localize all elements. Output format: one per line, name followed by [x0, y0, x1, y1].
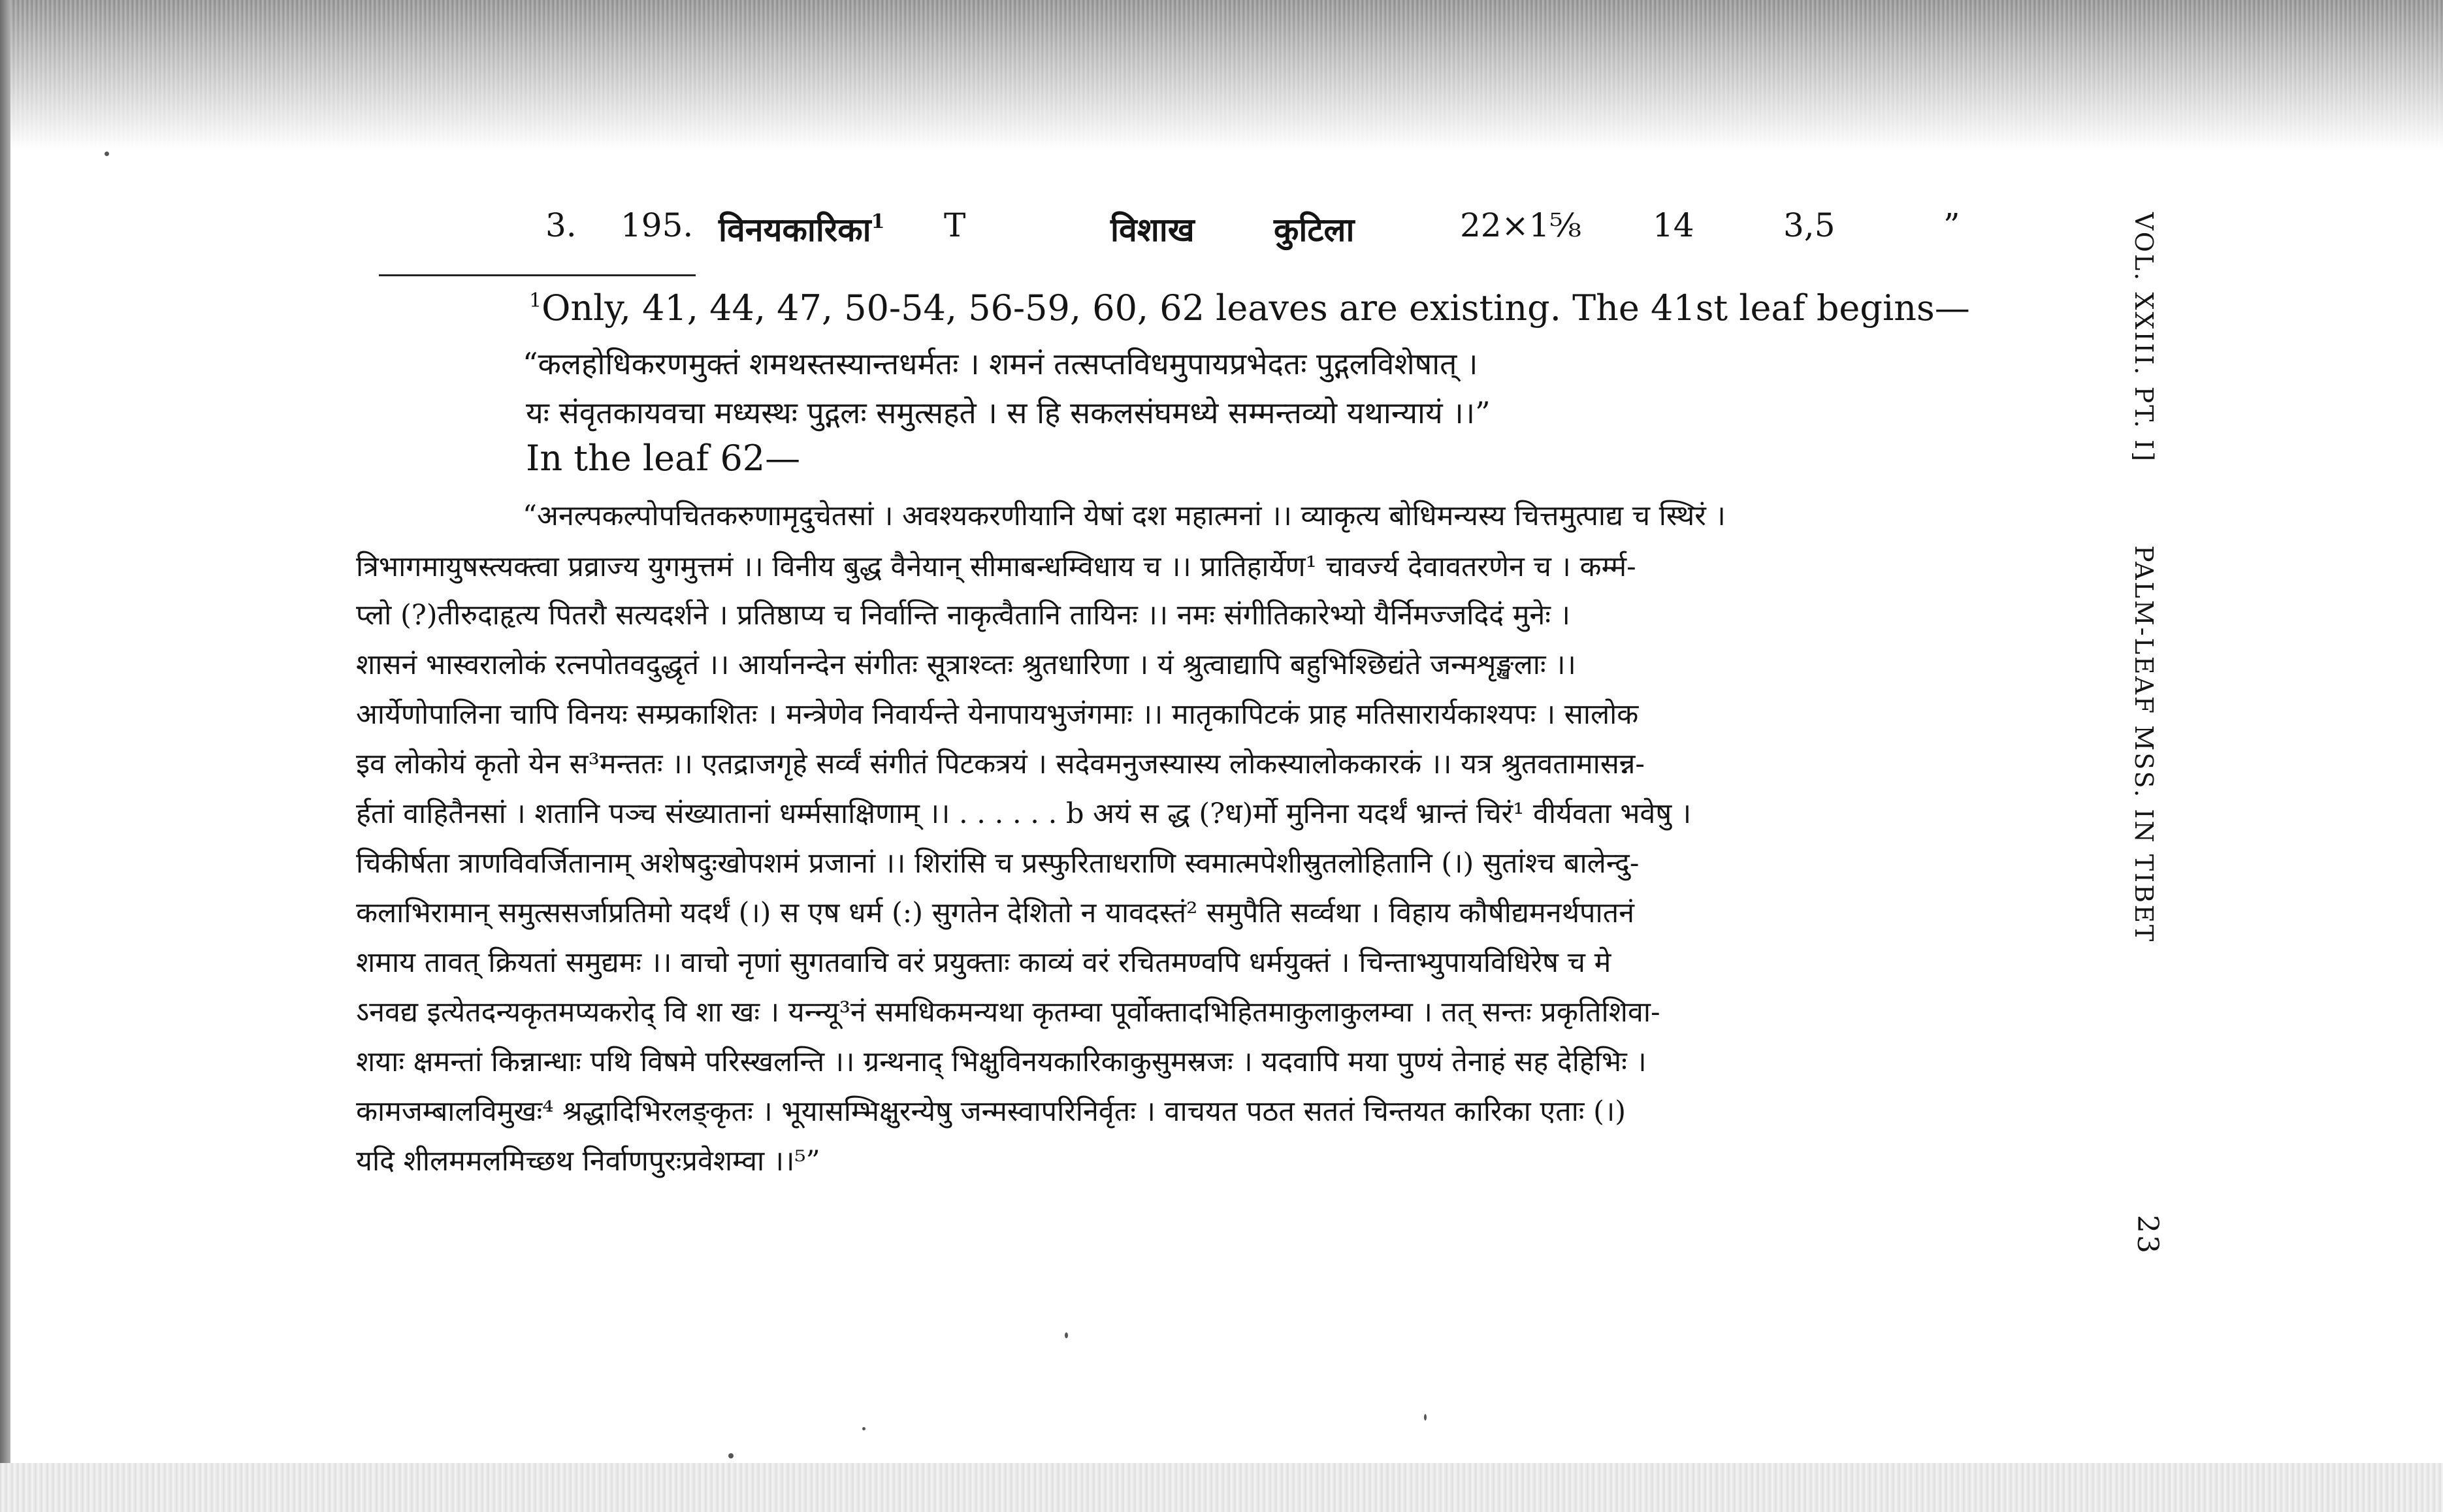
footnote-verse-2: यः संवृतकायवचा मध्यस्थः पुद्गलः समुत्सहते । स हि सकलसंघमध्ये सम्मन्तव्यो यथान्यायं ।।” [526, 395, 1491, 430]
entry-count: 14 [1653, 206, 1694, 244]
entry-ditto: ” [1943, 206, 1960, 244]
text-line: शासनं भास्वरालोकं रत्नपोतवदुद्धृतं ।। आर्यानन्देन संगीतः सूत्राश्व्तः श्रुतधारिणा । यं श्रुत्वाद्यापि बहुभिश्छिद्यंते जन्मशृङ्खलाः ।। [356, 649, 1576, 681]
text-line: यदि शीलममलमिच्छथ निर्वाणपुरःप्रवेशम्वा ।।⁵” [356, 1145, 820, 1178]
scan-speck [862, 1427, 866, 1430]
footnote-leaf-62-label: In the leaf 62— [526, 438, 801, 479]
entry-character: कुटिला [1274, 210, 1355, 249]
scan-speck [728, 1453, 734, 1458]
scan-shadow-left [0, 0, 10, 1512]
volume-label: VOL. XXIII. PT. I] [2129, 212, 2158, 463]
text-line: कामजम्बालविमुखः⁴ श्रद्धादिभिरलङ्कृतः । भूयासम्भिक्षुरन्येषु जन्मस्वापरिनिर्वृतः । वाचयत पठत सततं चिन्तयत कारिका एताः (।) [356, 1095, 1626, 1128]
page-number: 23 [2131, 1215, 2164, 1255]
entry-size: 22×1⅝ [1460, 206, 1581, 244]
text-line: शयाः क्षमन्तां किन्नान्धाः पथि विषमे परिस्खलन्ति ।। ग्रन्थनाद् भिक्षुविनयकारिकाकुसुमस्रजः । यदवापि मया पुण्यं तेनाहं सह देहिभिः । [356, 1046, 1647, 1078]
entry-author: विशाख [1110, 210, 1195, 249]
footnote-rule [379, 274, 696, 276]
footnote-mark: 1 [529, 289, 542, 312]
running-title: PALM-LEAF MSS. IN TIBET [2129, 545, 2158, 944]
entry-serial: 3. [545, 206, 577, 244]
footnote-intro: $^1$Only, 41, 44, 47, 50-54, 56-59, 60, 62 leaves are existing. The 41st leaf begins— [529, 287, 1970, 329]
scan-speck [105, 152, 109, 156]
scan-speck [1424, 1414, 1427, 1421]
scan-shadow-bottom [0, 1463, 2443, 1512]
text-line: चिकीर्षता त्राणविवर्जितानाम् अशेषदुःखोपशमं प्रजानां ।। शिरांसि च प्रस्फुरिताधराणि स्वमात्मपेशीस्रुतलोहितानि (।) सुतांश्च बालेन्दु- [356, 847, 1640, 880]
entry-script: T [944, 206, 966, 244]
entry-number: 195. [621, 206, 694, 244]
scan-shadow-top [0, 0, 2443, 150]
text-line: आर्येणोपालिना चापि विनयः सम्प्रकाशितः । मन्त्रेणेव निवार्यन्ते येनापायभुजंगमाः ।। मातृकापिटकं प्राह मतिसारार्यकाश्यपः । सालोक [356, 698, 1639, 731]
text-line: र्हतां वाहितैनसां । शतानि पञ्च संख्यातानां धर्म्मसाक्षिणाम् ।। . . . . . . b अयं स द्ध (?ध)र्मो मुनिना यदर्थं भ्रान्तं चिरं¹ वीर्यवता भवेषु । [356, 797, 1692, 830]
entry-title-note: 1 [871, 210, 885, 233]
text-line: ऽनवद्य इत्येतदन्यकृतमप्यकरोद् वि शा खः । यन्न्यू³नं समधिकमन्यथा कृतम्वा पूर्वोक्तादभिहितमाकुलाकुलम्वा । तत् सन्तः प्रकृतिशिवा- [356, 996, 1660, 1029]
text-line: इव लोकोयं कृतो येन स³मन्ततः ।। एतद्राजगृहे सर्व्वं संगीतं पिटकत्रयं । सदेवमनुजस्यास्य लोकस्यालोककारकं ।। यत्र श्रुतवतामासन्न- [356, 748, 1645, 780]
text-line: त्रिभागमायुषस्त्यक्त्वा प्रव्राज्य युगमुत्तमं ।। विनीय बुद्ध वैनेयान् सीमाबन्धम्विधाय च ।। प्रातिहार्येण¹ चावर्ज्य देवावतरणेन च । कर्म्म- [356, 551, 1636, 583]
text-line: कलाभिरामान् समुत्ससर्जाप्रतिमो यदर्थं (।) स एष धर्म (:) सुगतेन देशितो न यावदस्तं² समुपैति सर्व्वथा । विहाय कौषीद्यमनर्थपातनं [356, 897, 1634, 929]
text-line: “अनल्पकल्पोपचितकरुणामृदुचेतसां । अवश्यकरणीयानि येषां दश महात्मनां ।। व्याकृत्य बोधिमन्यस्य चित्तमुत्पाद्य च स्थिरं । [523, 500, 1726, 532]
text-line: प्लो (?)तीरुदाहृत्य पितरौ सत्यदर्शने । प्रतिष्ठाप्य च निर्वान्ति नाकृत्वैतानि तायिनः ।। नमः संगीतिकारेभ्यो यैर्निमज्जदिदं मुनेः । [356, 599, 1570, 632]
entry-title: विनयकारिका$^1$ [719, 210, 885, 249]
entry-lines: 3,5 [1783, 206, 1836, 244]
footnote-verse-1: “कलहोधिकरणमुक्तं शमथस्तस्यान्तधर्मतः । शमनं तत्सप्तविधमुपायप्रभेदतः पुद्गलविशेषात् । [523, 346, 1478, 381]
text-line: शमाय तावत् क्रियतां समुद्यमः ।। वाचो नृणां सुगतवाचि वरं प्रयुक्ताः काव्यं वरं रचितमण्वपि धर्मयुक्तं । चिन्ताभ्युपायविधिरेष च मे [356, 946, 1611, 979]
scan-speck [1065, 1332, 1068, 1338]
